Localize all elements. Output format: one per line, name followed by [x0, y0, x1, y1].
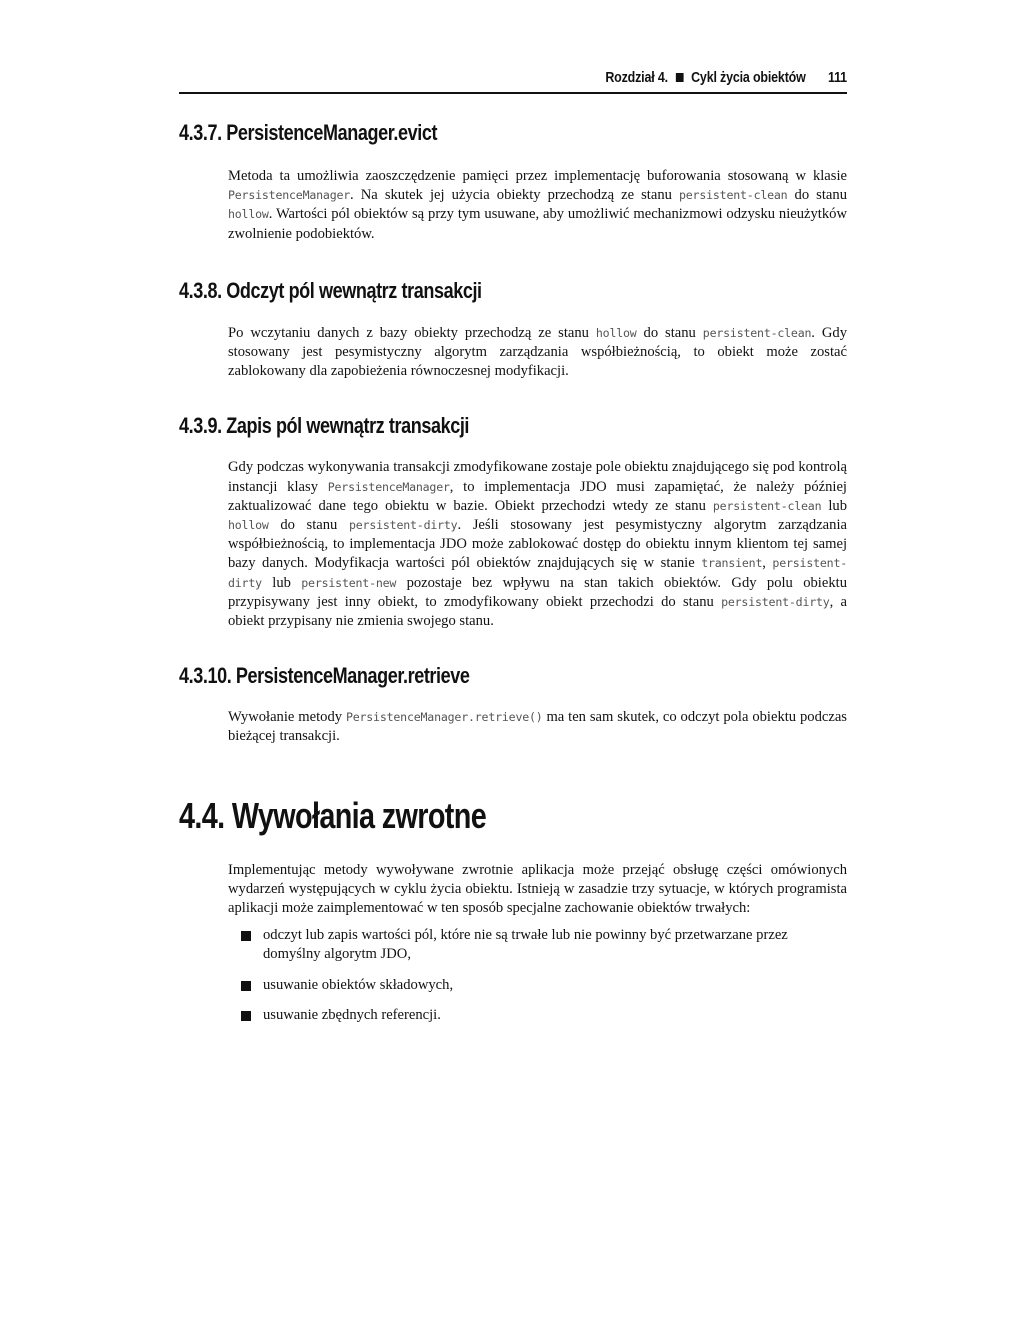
text-run: Metoda ta umożliwia zaoszczędzenie pamięci przez implementację buforowania stosowaną w klasie	[228, 168, 847, 184]
code-inline: hollow	[595, 325, 637, 340]
code-inline: persistent-dirty	[348, 518, 458, 533]
code-inline: hollow	[228, 207, 269, 222]
code-inline: persistent-new	[301, 575, 397, 590]
text-run: Wywołanie metody	[228, 709, 346, 726]
section-heading-4-4: 4.4. Wywołania zwrotne	[179, 794, 487, 836]
text-run: . Jeśli stosowany jest pesymistyczny algorytm zarządzania współbieżnością, to implementacja JDO może zablokować dostęp do obiektu innym klientom tej samej bazy danych. Modyfikacja wartości pól obiektów znajdujących się w stanie	[228, 517, 847, 572]
section-heading-4-3-10: 4.3.10. PersistenceManager.retrieve	[179, 663, 470, 689]
text-run: , a obiekt przypisany nie zmienia swojego stanu.	[228, 593, 847, 630]
paragraph-retrieve	[228, 708, 847, 746]
code-inline: PersistenceManager.retrieve()	[345, 710, 543, 725]
text-run: do stanu	[787, 187, 847, 204]
text-run: . Na skutek jej użycia obiekty przechodzą ze stanu	[350, 187, 679, 204]
code-inline: PersistenceManager	[228, 188, 351, 203]
list-item	[241, 1006, 847, 1025]
section-heading-4-3-9: 4.3.9. Zapis pól wewnątrz transakcji	[179, 413, 470, 439]
text-run: . Wartości pól obiektów są przy tym usuwane, aby umożliwić mechanizmowi odzysku nieużytków zwolnienie podobiektów.	[228, 206, 847, 242]
text-run: do stanu	[636, 324, 703, 341]
callback-list	[241, 926, 847, 1025]
paragraph-write-fields	[228, 458, 847, 631]
text-run: ma ten sam skutek, co odczyt pola obiektu podczas bieżącej transakcji.	[228, 709, 847, 745]
header-chapter: Rozdział 4.	[605, 70, 668, 86]
text-run: lub	[821, 497, 848, 514]
paragraph-callbacks: Implementując metody wywoływane zwrotnie aplikacja może przejąć obsługę części omówionych wydarzeń występujących w cyklu życia obiektu. Istnieją w zasadzie trzy sytuacje, w których programista aplikacji może zaimplementować w ten sposób specjalne zachowanie obiektów trwałych:	[228, 861, 847, 917]
code-inline: persistent-clean	[712, 498, 822, 513]
text-run: ,	[762, 555, 773, 572]
paragraph-evict	[228, 167, 847, 244]
page-number: 111	[828, 70, 847, 86]
header-chapter-title: Cykl życia obiektów	[691, 70, 806, 86]
code-inline: persistent-clean	[702, 325, 812, 340]
square-bullet-icon	[241, 981, 251, 991]
section-heading-4-3-8: 4.3.8. Odczyt pól wewnątrz transakcji	[179, 277, 482, 303]
text-run: Po wczytaniu danych z bazy obiekty przechodzą ze stanu	[228, 324, 596, 341]
section-heading-4-3-7: 4.3.7. PersistenceManager.evict	[179, 120, 438, 145]
code-inline: hollow	[228, 518, 269, 533]
text-run: Gdy podczas wykonywania transakcji zmodyfikowane zostaje pole obiektu znajdującego się pod kontrolą instancji klasy	[228, 459, 847, 495]
square-bullet-icon	[241, 1011, 251, 1021]
list-item	[241, 976, 847, 995]
code-inline: persistent-dirty	[228, 556, 848, 590]
text-run: . Gdy stosowany jest pesymistyczny algorytm zarządzania współbieżnością, to obiekt może zostać zablokowany dla zapobieżenia równoczesnej modyfikacji.	[228, 324, 847, 380]
text-run: lub	[261, 574, 302, 591]
square-bullet-icon	[676, 73, 684, 82]
list-item	[241, 926, 847, 964]
text-run: do stanu	[268, 517, 349, 534]
code-inline: persistent-clean	[678, 188, 788, 203]
paragraph-read-fields	[228, 324, 847, 382]
running-header	[179, 66, 847, 94]
list-item-text: odczyt lub zapis wartości pól, które nie są trwałe lub nie powinny być przetwarzane przez domyślny algorytm JDO,	[263, 927, 788, 963]
text-run: pozostaje bez wpływu na stan takich obiektów. Gdy polu obiektu przypisywany jest inny obiekt, to zmodyfikowany obiekt przechodzi do stanu	[228, 574, 847, 610]
list-item-text: usuwanie zbędnych referencji.	[263, 1006, 441, 1023]
square-bullet-icon	[241, 931, 251, 941]
page-content	[179, 118, 847, 1036]
code-inline: persistent-dirty	[721, 594, 830, 609]
code-inline: transient	[701, 556, 763, 571]
list-item-text: usuwanie obiektów składowych,	[263, 976, 454, 993]
code-inline: PersistenceManager	[327, 479, 450, 494]
text-run: , to implementacja JDO musi zapamiętać, że należy później zaktualizować dane tego obiektu w bazie. Obiekt przechodzi wtedy ze stanu	[228, 478, 847, 514]
